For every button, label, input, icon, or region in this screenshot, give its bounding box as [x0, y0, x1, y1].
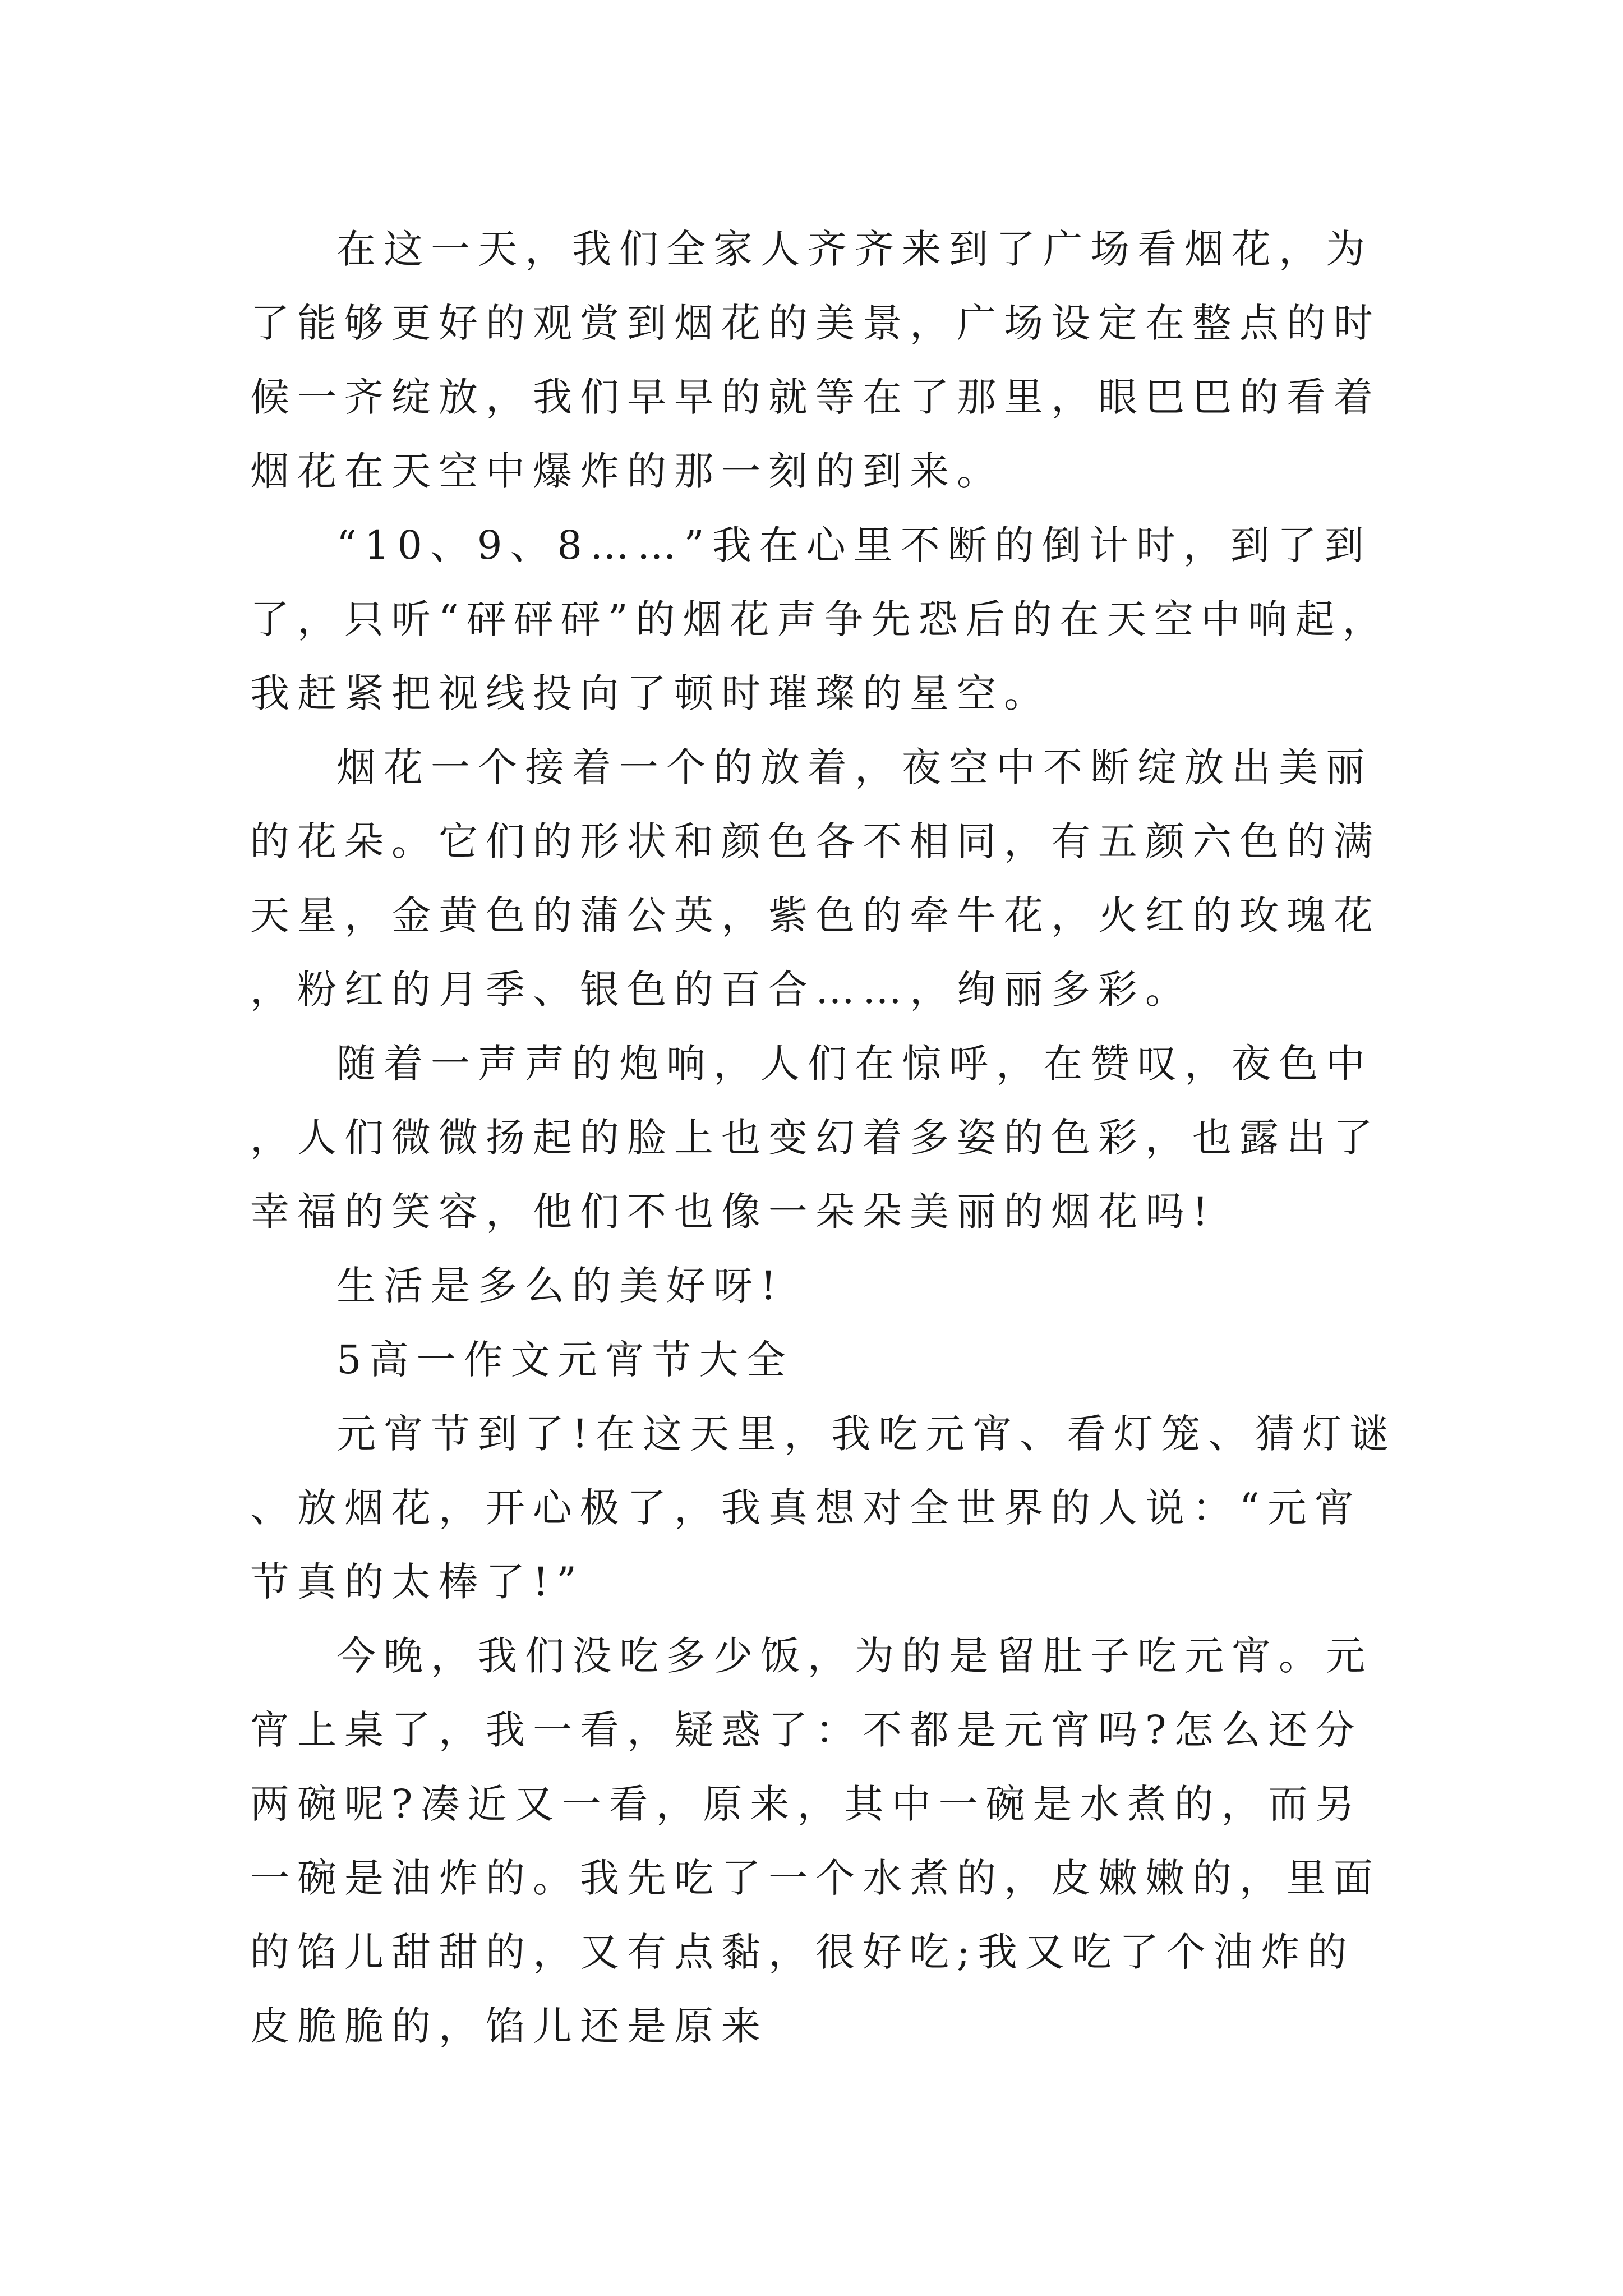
paragraph-people-faces: 随着一声声的炮响，人们在惊呼，在赞叹，夜色中，人们微微扬起的脸上也变幻着多姿的色彩，也露出了幸福的笑容，他们不也像一朵朵美丽的烟花吗!	[250, 1041, 1381, 1235]
document-body	[250, 212, 1400, 2063]
paragraph-fireworks-plaza: 在这一天，我们全家人齐齐来到了广场看烟花，为了能够更好的观赏到烟花的美景，广场设定在整点的时候一齐绽放，我们早早的就等在了那里，眼巴巴的看着烟花在天空中爆炸的那一刻的到来。	[250, 226, 1381, 494]
section-heading: 5高一作文元宵节大全	[336, 1337, 794, 1383]
paragraph-life-beautiful: 生活是多么的美好呀!	[336, 1263, 785, 1309]
paragraph-fireworks-shapes: 烟花一个接着一个的放着，夜空中不断绽放出美丽的花朵。它们的形状和颜色各不相同，有五颜六色的满天星，金黄色的蒲公英，紫色的牵牛花，火红的玫瑰花，粉红的月季、银色的百合……，绚丽多彩。	[250, 744, 1381, 1013]
paragraph-eating-yuanxiao: 今晚，我们没吃多少饭，为的是留肚子吃元宵。元宵上桌了，我一看，疑惑了：不都是元宵吗?怎么还分两碗呢?凑近又一看，原来，其中一碗是水煮的，而另一碗是油炸的。我先吃了一个水煮的，皮嫩嫩的，里面的馅儿甜甜的，又有点黏，很好吃;我又吃了个油炸的皮脆脆的，馅儿还是原来	[250, 1633, 1381, 2049]
paragraph-countdown: “10、9、8……”我在心里不断的倒计时，到了到了，只听“砰砰砰”的烟花声争先恐后的在天空中响起，我赶紧把视线投向了顿时璀璨的星空。	[250, 522, 1390, 716]
paragraph-lantern-festival: 元宵节到了!在这天里，我吃元宵、看灯笼、猜灯谜、放烟花，开心极了，我真想对全世界的人说：“元宵节真的太棒了!”	[250, 1411, 1397, 1605]
